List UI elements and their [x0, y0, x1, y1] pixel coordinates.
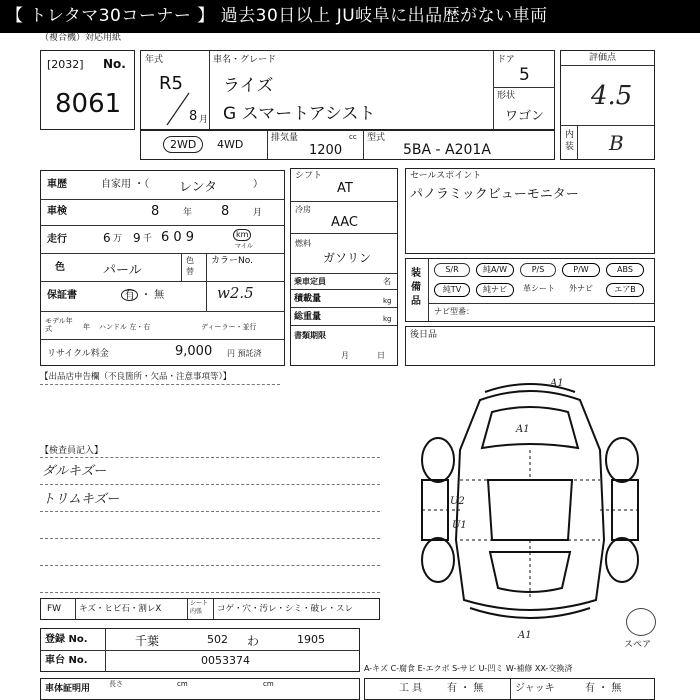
- car-roof: [488, 480, 572, 540]
- fw-row: [40, 598, 380, 620]
- spare-label: スペア: [624, 640, 652, 650]
- load-unit: kg: [383, 297, 392, 305]
- damage-note-left-rear-door: U2: [450, 496, 465, 507]
- equip-tv: 純TV: [434, 283, 470, 297]
- damage-legend: A-キズ C-腐食 E-エクボ S-サビ U-凹ミ W-補修 XX-交換済: [364, 664, 573, 673]
- drive-4wd: 4WD: [217, 138, 244, 151]
- sales-point-box: [405, 168, 655, 254]
- registration-kana: わ: [247, 634, 260, 648]
- form-note: （複合機）対応用紙: [40, 33, 122, 43]
- history-value: レンタ: [179, 180, 218, 195]
- year-era: R5: [159, 73, 183, 94]
- fuel-label: 燃料: [295, 239, 311, 248]
- tools-row: [364, 678, 655, 700]
- lot-number-box: [40, 50, 135, 130]
- wheel-rear-left: [422, 538, 454, 582]
- model-grade: G スマートアシスト: [223, 104, 376, 124]
- length-unit-1: cm: [177, 680, 188, 688]
- equip-power-window: P/W: [562, 263, 600, 277]
- inspection-year-unit: 年: [183, 208, 193, 218]
- capacity-label: 乗車定員: [294, 277, 326, 286]
- model-label: 車名・グレード: [213, 55, 277, 65]
- displacement-unit: cc: [349, 133, 357, 141]
- doc-period-month: 月: [341, 351, 349, 360]
- sales-point-value: パノラミックビューモニター: [410, 187, 579, 202]
- equip-leather-seat: 革シート: [523, 284, 555, 293]
- damage-note-hood: A1: [516, 424, 530, 435]
- warranty-note: w2.5: [217, 284, 254, 302]
- damage-note-rear-bumper: A1: [518, 630, 532, 641]
- inspection-month: 8: [221, 204, 230, 219]
- after-item-box: [405, 326, 655, 366]
- inspection-month-unit: 月: [253, 208, 263, 218]
- history-label: 車歴: [47, 179, 67, 190]
- seat-text: コゲ・穴・汚レ・シミ・破レ・スレ: [217, 604, 354, 614]
- weight-unit: kg: [383, 315, 392, 323]
- warranty-no: ・ 無: [141, 290, 165, 301]
- recycle-value: 9,000: [175, 344, 213, 359]
- damage-note-front-bumper: A1: [550, 378, 564, 389]
- equip-aftermarket-navi: 外ナビ: [569, 284, 593, 293]
- model-year-unit: 年: [83, 323, 90, 331]
- shape-value: ワゴン: [505, 109, 545, 124]
- handle-option: ハンドル 左・右: [99, 323, 151, 331]
- model-code-value: 5BA - A201A: [403, 142, 491, 158]
- doc-period-day: 日: [377, 351, 385, 360]
- equip-airbag: エアB: [606, 283, 644, 297]
- registration-box: [40, 628, 360, 672]
- mileage-unit2: マイル: [235, 243, 253, 250]
- doors-label: ドア: [497, 55, 515, 65]
- mileage-d1: 6: [103, 231, 111, 245]
- spec-row: [140, 130, 555, 160]
- history-close: ）: [253, 179, 263, 190]
- recycle-label: リサイクル料金: [47, 349, 109, 359]
- history-options: 自家用 ・（: [101, 179, 150, 190]
- dealer-option: ディーラー・並行: [201, 323, 257, 331]
- recycle-unit: 円 預託済: [227, 349, 262, 358]
- inspection-label: 車検: [47, 206, 67, 217]
- equip-alloy-wheel: 純A/W: [476, 263, 514, 277]
- tools-label: 工 具: [399, 683, 423, 694]
- equip-power-steering: P/S: [520, 263, 556, 277]
- mechanical-box: [290, 168, 398, 366]
- after-item-label: 後日品: [410, 330, 438, 340]
- inspection-year: 8: [151, 204, 160, 219]
- shift-label: シフト: [295, 171, 323, 181]
- capacity-unit: 名: [383, 277, 391, 286]
- mileage-d2: 9: [133, 231, 141, 245]
- displacement-value: 1200: [309, 143, 343, 158]
- seat-label: シート内張: [190, 600, 209, 615]
- year-month-unit: 月: [199, 115, 209, 125]
- aircon-value: AAC: [331, 215, 358, 230]
- year-label: 年式: [145, 55, 164, 65]
- navi-model-label: ナビ型番：: [434, 307, 474, 316]
- shift-value: AT: [337, 181, 353, 196]
- chassis-value: 0053374: [201, 654, 250, 667]
- inspector-note-1: ダルキズー: [42, 464, 107, 479]
- lot-no-label: No.: [103, 57, 126, 71]
- equipment-box: [405, 258, 655, 322]
- model-year-label: モデル年式: [45, 317, 73, 333]
- damage-note-left-front-door: U1: [452, 520, 467, 531]
- model-code-label: 型式: [367, 133, 386, 143]
- cert-row: [40, 678, 360, 700]
- mileage-rest: 6 0 9: [161, 230, 195, 245]
- chassis-label: 車台 No.: [45, 655, 88, 666]
- aircon-label: 冷房: [295, 205, 311, 214]
- inspector-label: 【検査員記入】: [40, 446, 104, 456]
- fuel-value: ガソリン: [323, 251, 372, 265]
- cert-label: 車体証明用: [45, 684, 91, 694]
- lot-prefix: [2032]: [47, 58, 84, 71]
- fw-label: FW: [47, 604, 62, 614]
- fw-text: キズ・ヒビ石・割レX: [79, 604, 162, 614]
- drive-2wd: 2WD: [163, 136, 203, 153]
- color-label: 色: [55, 262, 65, 273]
- car-hood: [482, 407, 578, 448]
- model-name: ライズ: [223, 76, 274, 96]
- warranty-label: 保証書: [47, 290, 77, 301]
- interior-label: 内装: [565, 130, 575, 152]
- warranty-yes: 有: [121, 289, 138, 301]
- title-banner: 【 トレタマ30コーナー 】 過去30日以上 JU岐阜に出品歴がない車両: [0, 0, 700, 33]
- interior-value: B: [609, 131, 624, 155]
- length-unit-2: cm: [263, 680, 274, 688]
- dealer-note-label: 【出品店申告欄（不良箇所・欠品・注意事項等）】: [40, 372, 232, 382]
- inspector-note-2: トリムキズー: [42, 492, 120, 507]
- doors-value: 5: [519, 65, 530, 85]
- vehicle-header-box: [140, 50, 555, 130]
- equipment-label: 装備品: [411, 268, 421, 307]
- equip-abs: ABS: [606, 263, 644, 277]
- jack-value: 有 ・ 無: [585, 683, 622, 694]
- wheel-rear-right: [606, 538, 638, 582]
- mileage-label: 走行: [47, 234, 67, 245]
- doc-period-label: 書類期限: [294, 331, 326, 340]
- score-box: [560, 50, 655, 160]
- score-value: 4.5: [591, 81, 633, 111]
- score-label: 評価点: [589, 53, 617, 63]
- length-label: 長さ: [109, 680, 123, 688]
- wheel-front-left: [422, 438, 454, 482]
- mileage-u2: 千: [143, 234, 153, 244]
- displacement-label: 排気量: [271, 133, 299, 143]
- equip-navi: 純ナビ: [476, 283, 514, 297]
- year-slash: [163, 91, 193, 127]
- sales-point-label: セールスポイント: [410, 171, 482, 181]
- year-month: 8: [189, 109, 198, 124]
- equip-sr: S/R: [434, 263, 470, 277]
- detail-box: [40, 170, 285, 366]
- color-value: パール: [103, 263, 142, 278]
- color-change-label: 色替: [186, 256, 194, 276]
- tools-value: 有 ・ 無: [447, 683, 484, 694]
- color-no-label: カラーNo.: [211, 256, 253, 266]
- mileage-unit: km: [233, 229, 251, 241]
- shape-label: 形状: [497, 91, 516, 101]
- jack-label: ジャッキ: [515, 683, 555, 694]
- load-label: 積載量: [294, 294, 322, 304]
- car-diagram: [400, 370, 660, 645]
- registration-label: 登録 No.: [45, 634, 88, 645]
- wheel-front-right: [606, 438, 638, 482]
- registration-class: 502: [207, 633, 228, 646]
- registration-number: 1905: [297, 633, 325, 646]
- lot-number: 8061: [55, 89, 122, 119]
- registration-pref: 千葉: [135, 634, 160, 648]
- mileage-u1: 万: [113, 234, 123, 244]
- weight-label: 総重量: [294, 312, 322, 322]
- spare-tire-icon: [626, 608, 656, 636]
